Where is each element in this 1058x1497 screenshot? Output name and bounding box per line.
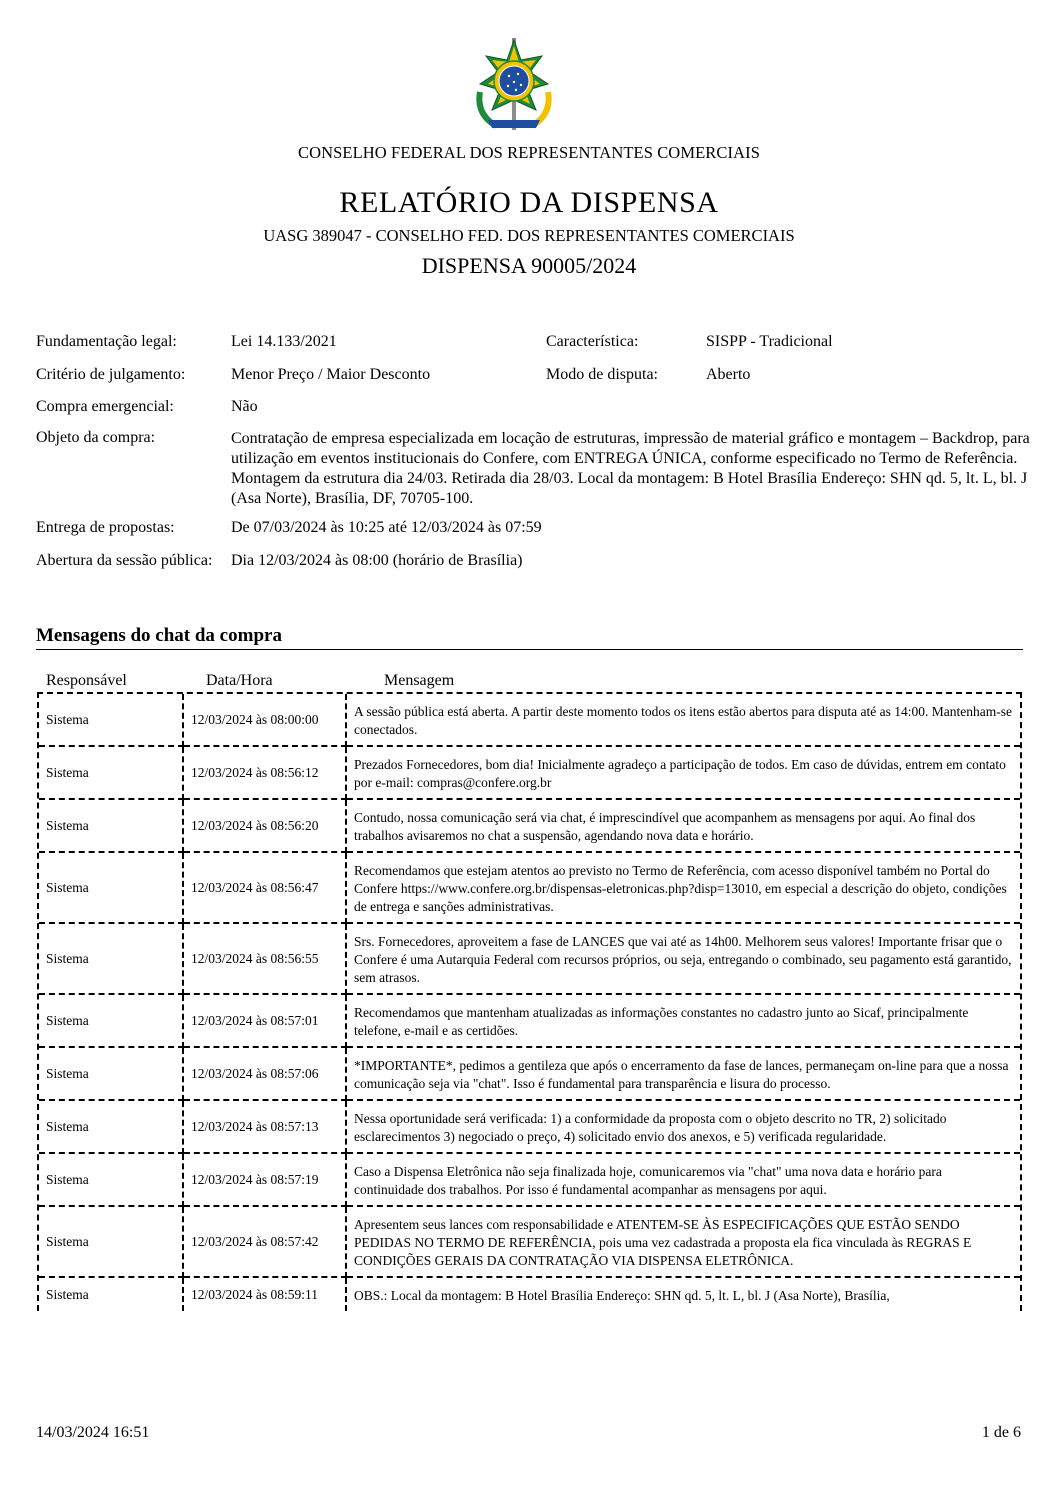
row-responsavel: Sistema <box>39 747 184 800</box>
section-divider <box>36 649 1023 650</box>
column-header-datahora: Data/Hora <box>206 672 273 689</box>
emergencial-label: Compra emergencial: <box>36 398 174 415</box>
abertura-label: Abertura da sessão pública: <box>36 552 213 569</box>
row-mensagem: Contudo, nossa comunicação será via chat, é imprescindível que acompanhem as mensagens por aqui. Ao final dos trabalhos avisaremos no chat a suspensão, agendando nova data e horário. <box>347 800 1020 853</box>
table-row <box>39 1154 1020 1207</box>
national-coat-of-arms-emblem <box>466 34 562 134</box>
row-datahora: 12/03/2024 às 08:56:12 <box>184 747 347 800</box>
row-datahora: 12/03/2024 às 08:56:47 <box>184 853 347 924</box>
row-datahora: 12/03/2024 às 08:56:55 <box>184 924 347 995</box>
fundamentacao-label: Fundamentação legal: <box>36 333 177 350</box>
caracteristica-label: Característica: <box>546 333 639 350</box>
row-datahora: 12/03/2024 às 08:59:11 <box>184 1278 347 1311</box>
row-mensagem: Apresentem seus lances com responsabilidade e ATENTEM-SE ÀS ESPECIFICAÇÕES QUE ESTÃO SENDO PEDIDAS NO TERMO DE REFERÊNCIA, pois uma vez cadastrada a proposta ela fica vinculada às REGRAS E CONDIÇÕES GERAIS DA CONTRATAÇÃO VIA DISPENSA ELETRÔNICA. <box>347 1207 1020 1278</box>
footer-timestamp: 14/03/2024 16:51 <box>36 1424 150 1441</box>
criterio-value: Menor Preço / Maior Desconto <box>231 366 431 383</box>
abertura-value: Dia 12/03/2024 às 08:00 (horário de Brasília) <box>231 552 523 569</box>
column-header-responsavel: Responsável <box>46 672 127 689</box>
modo-disputa-label: Modo de disputa: <box>546 366 658 383</box>
row-responsavel: Sistema <box>39 1278 184 1311</box>
row-mensagem: *IMPORTANTE*, pedimos a gentileza que após o encerramento da fase de lances, permaneçam on-line para que a nossa comunicação seja via "chat". Isso é fundamental para transparência e lisura do processo. <box>347 1048 1020 1101</box>
footer-page-number: 1 de 6 <box>981 1424 1021 1441</box>
objeto-label: Objeto da compra: <box>36 429 156 446</box>
row-mensagem: A sessão pública está aberta. A partir deste momento todos os itens estão abertos para disputa até as 14:00. Mantenham-se conectados. <box>347 694 1020 747</box>
row-mensagem: Srs. Fornecedores, aproveitem a fase de LANCES que vai até as 14h00. Melhorem seus valores! Importante frisar que o Confere é uma Autarquia Federal com recursos próprios, ou seja, entregando o combinado, seu pagamento está garantido, sem atrasos. <box>347 924 1020 995</box>
row-responsavel: Sistema <box>39 1154 184 1207</box>
criterio-label: Critério de julgamento: <box>36 366 186 383</box>
dispensa-number: DISPENSA 90005/2024 <box>421 253 637 278</box>
row-datahora: 12/03/2024 às 08:57:42 <box>184 1207 347 1278</box>
chat-section-title: Mensagens do chat da compra <box>36 625 282 646</box>
row-mensagem: Recomendamos que mantenham atualizadas as informações constantes no cadastro junto ao Sicaf, principalmente telefone, e-mail e as certidões. <box>347 995 1020 1048</box>
row-responsavel: Sistema <box>39 1048 184 1101</box>
row-mensagem: Prezados Fornecedores, bom dia! Inicialmente agradeço a participação de todos. Em caso de dúvidas, entrem em contato por e-mail: compras@confere.org.br <box>347 747 1020 800</box>
row-responsavel: Sistema <box>39 995 184 1048</box>
emergencial-value: Não <box>231 398 258 415</box>
column-header-mensagem: Mensagem <box>384 672 455 689</box>
row-datahora: 12/03/2024 às 08:57:06 <box>184 1048 347 1101</box>
uasg-line: UASG 389047 - CONSELHO FED. DOS REPRESENTANTES COMERCIAIS <box>263 226 795 245</box>
table-row <box>39 694 1020 747</box>
table-row <box>39 800 1020 853</box>
table-row <box>39 747 1020 800</box>
caracteristica-value: SISPP - Tradicional <box>706 333 833 350</box>
row-mensagem: Recomendamos que estejam atentos ao previsto no Termo de Referência, com acesso disponível também no Portal do Confere https://www.confere.org.br/dispensas-eletronicas.php?disp=13010, em especial a descrição do objeto, condições de entrega e sanções administrativas. <box>347 853 1020 924</box>
chat-messages-table <box>37 692 1022 1311</box>
row-responsavel: Sistema <box>39 694 184 747</box>
table-row <box>39 1278 1020 1311</box>
table-row <box>39 924 1020 995</box>
table-row <box>39 1048 1020 1101</box>
table-row <box>39 853 1020 924</box>
row-datahora: 12/03/2024 às 08:57:19 <box>184 1154 347 1207</box>
row-mensagem: OBS.: Local da montagem: B Hotel Brasília Endereço: SHN qd. 5, lt. L, bl. J (Asa Norte), Brasília, <box>354 1288 890 1303</box>
organization-name: CONSELHO FEDERAL DOS REPRESENTANTES COMERCIAIS <box>298 143 760 162</box>
entrega-value: De 07/03/2024 às 10:25 até 12/03/2024 às 07:59 <box>231 519 542 536</box>
table-row <box>39 1207 1020 1278</box>
row-responsavel: Sistema <box>39 924 184 995</box>
table-row <box>39 1101 1020 1154</box>
objeto-value: Contratação de empresa especializada em locação de estruturas, impressão de material gráfico e montagem – Backdrop, para utilização em eventos institucionais do Confere, com ENTREGA ÚNICA, conforme especificado no Termo de Referência. Montagem da estrutura dia 24/03. Retirada dia 28/03. Local da montagem: B Hotel Brasília Endereço: SHN qd. 5, lt. L, bl. J (Asa Norte), Brasília, DF, 70705-100. <box>231 430 1030 507</box>
table-row <box>39 995 1020 1048</box>
row-responsavel: Sistema <box>39 800 184 853</box>
modo-disputa-value: Aberto <box>706 366 751 383</box>
fundamentacao-value: Lei 14.133/2021 <box>231 333 337 350</box>
row-responsavel: Sistema <box>39 1101 184 1154</box>
row-datahora: 12/03/2024 às 08:57:13 <box>184 1101 347 1154</box>
row-responsavel: Sistema <box>39 1207 184 1278</box>
report-title: RELATÓRIO DA DISPENSA <box>339 186 719 219</box>
row-datahora: 12/03/2024 às 08:00:00 <box>184 694 347 747</box>
row-datahora: 12/03/2024 às 08:56:20 <box>184 800 347 853</box>
entrega-label: Entrega de propostas: <box>36 519 175 536</box>
row-mensagem: Nessa oportunidade será verificada: 1) a conformidade da proposta com o objeto descrito no TR, 2) solicitado esclarecimentos 3) negociado o preço, 4) solicitado envio dos anexos, e 5) verificada regularidade. <box>347 1101 1020 1154</box>
row-mensagem: Caso a Dispensa Eletrônica não seja finalizada hoje, comunicaremos via "chat" uma nova data e horário para continuidade dos trabalhos. Por isso é fundamental acompanhar as mensagens por aqui. <box>347 1154 1020 1207</box>
row-datahora: 12/03/2024 às 08:57:01 <box>184 995 347 1048</box>
row-responsavel: Sistema <box>39 853 184 924</box>
